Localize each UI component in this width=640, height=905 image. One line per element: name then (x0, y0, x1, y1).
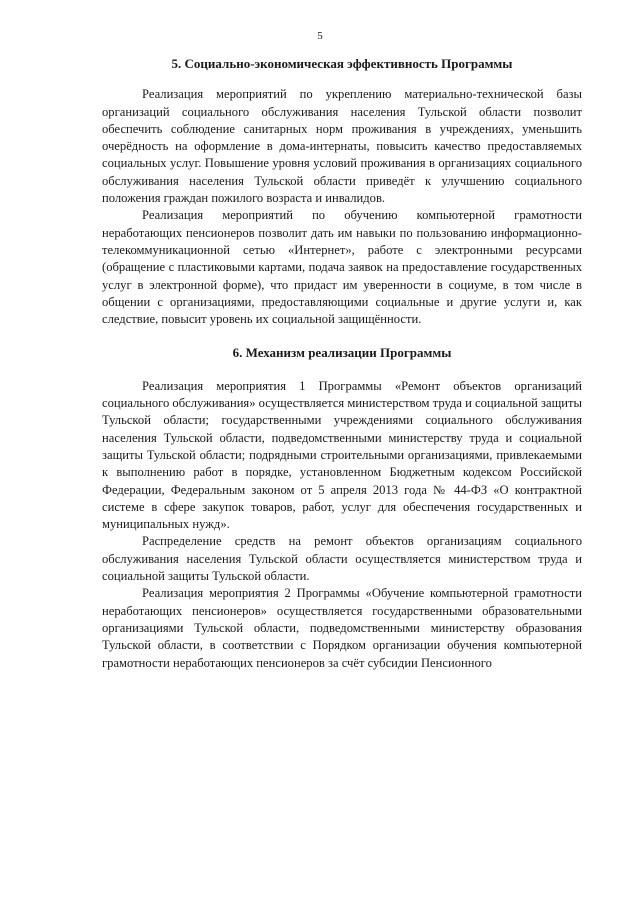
section-6-paragraph-3: Реализация мероприятия 2 Программы «Обучение компьютерной грамотности неработающих пенсионеров» осуществляется государственными образовательными организациями Тульской области, подведомственными министерству образования Тульской области, в соответствии с Порядком организации обучения компьютерной грамотности неработающих пенсионеров за счёт субсидии Пенсионного (102, 586, 582, 670)
section-6-paragraph-1: Реализация мероприятия 1 Программы «Ремонт объектов организаций социального обслуживания» осуществляется министерством труда и социальной защиты Тульской области; государственными учреждениями социального обслуживания населения Тульской области, подведомственными министерству труда и социальной защиты Тульской области; подрядными строительными организациями, привлекаемыми к выполнению работ в порядке, установленном Бюджетным кодексом Российской Федерации, Федеральным законом от 5 апреля 2013 года № 44-ФЗ «О контрактной системе в сфере закупок товаров, работ, услуг для обеспечения государственных и муниципальных нужд». (102, 378, 582, 532)
section-5-paragraph-2: Реализация мероприятий по обучению компьютерной грамотности неработающих пенсионеров позволит дать им навыки по пользованию информационно-телекоммуникационной сетью «Интернет», работе с электронными ресурсами (обращение с пластиковыми картами, подача заявок на предоставление государственных услуг в электронной форме), что придаст им уверенности в социуме, в том числе в общении с организациями, предоставляющими социальные и другие услуги и, как следствие, повысит уровень их социальной защищённости. (102, 208, 582, 327)
section-6-paragraph-2: Распределение средств на ремонт объектов организациям социального обслуживания населения Тульской области осуществляется министерством труда и социальной защиты Тульской области. (102, 534, 582, 584)
page-number: 5 (317, 30, 323, 42)
document-body (102, 55, 582, 672)
section-5-heading: 5. Социально-экономическая эффективность Программы (171, 56, 513, 71)
section-6-heading: 6. Механизм реализации Программы (232, 345, 452, 361)
section-5-paragraph-1: Реализация мероприятий по укреплению материально-технической базы организаций социального обслуживания населения Тульской области позволит обеспечить соблюдение санитарных норм проживания в учреждениях, уменьшить очерёдность на оформление в дома-интернаты, повысить качество предоставляемых социальных услуг. Повышение уровня условий проживания в организациях социального обслуживания населения Тульской области приведёт к улучшению социального положения граждан пожилого возраста и инвалидов. (102, 87, 582, 206)
